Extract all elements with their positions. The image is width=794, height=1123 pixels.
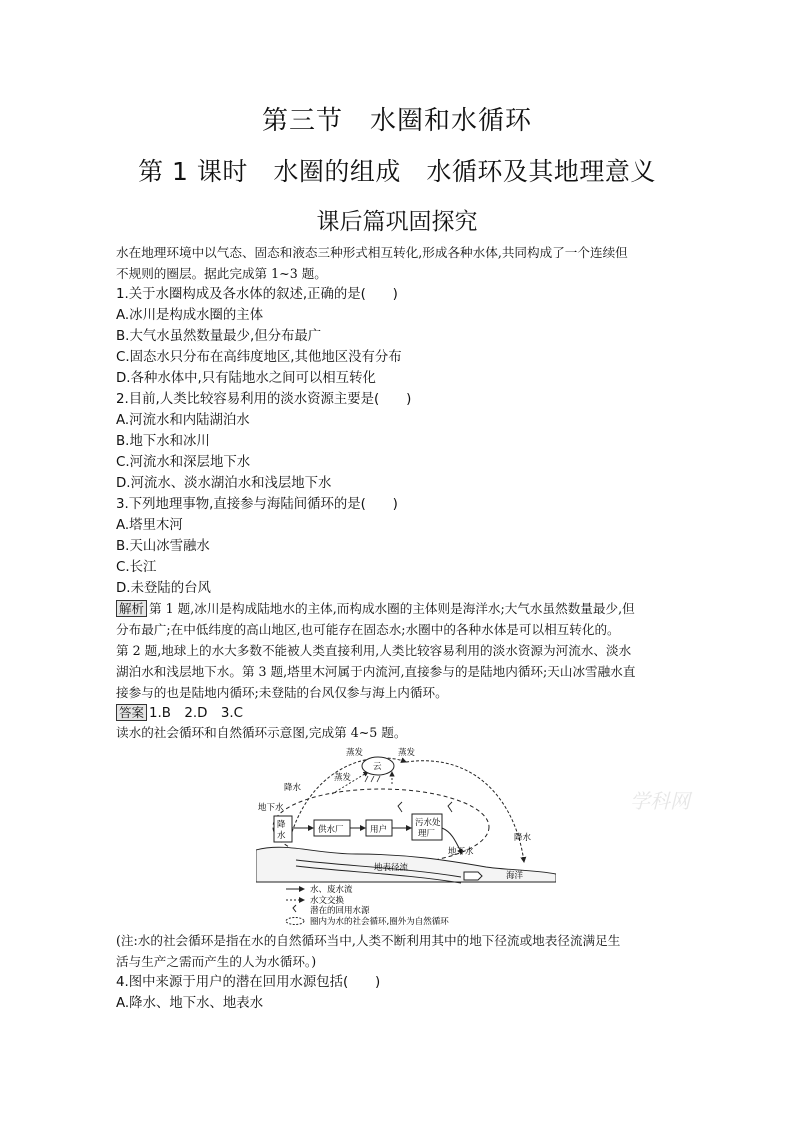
intro-paragraph-2 [116, 722, 682, 743]
exercise-title: 课后篇巩固探究 [316, 209, 478, 235]
precip-box-label: 降 [277, 820, 286, 830]
option-1a: A.冰川是构成水圈的主体 [116, 308, 264, 323]
section-title: 第三节 水圈和水循环 [261, 106, 532, 136]
option-1d: D.各种水体中,只有陆地水之间可以相互转化 [116, 371, 376, 386]
sewage-plant-label: 污水处 [415, 818, 441, 828]
option-4a: A.降水、地下水、地表水 [116, 996, 264, 1011]
intro-line: 读水的社会循环和自然循环示意图,完成第 4~5 题。 [116, 725, 407, 740]
legend-cycle-label: 圈内为水的社会循环,圈外为自然循环 [310, 917, 449, 925]
water-cycle-diagram [256, 742, 556, 925]
option-2c: C.河流水和深层地下水 [116, 455, 251, 470]
analysis-tag: 解析 [116, 600, 147, 617]
question-stem-4: 4.图中来源于用户的潜在回用水源包括( ) [116, 975, 381, 990]
questions-1-3 [116, 284, 682, 599]
rain-icon [365, 776, 380, 782]
intro-paragraph-1 [116, 242, 682, 284]
user-label: 用户 [370, 825, 388, 835]
surface-runoff-label: 地表径流 [374, 863, 409, 873]
option-3c: C.长江 [116, 560, 157, 575]
answer-tag: 答案 [116, 704, 147, 721]
reuse-source-icon [398, 802, 402, 812]
analysis-line: 接参与的也是陆地内循环;未登陆的台风仅参与海上内循环。 [116, 685, 448, 700]
groundwater-label-right: 地下水 [448, 847, 474, 857]
intro-line: 不规则的圈层。据此完成第 1~3 题。 [116, 266, 327, 281]
analysis-block [116, 598, 682, 703]
evaporation-label: 蒸发 [346, 748, 364, 758]
analysis-line: 分布最广;在中低纬度的高山地区,也可能存在固态水;水圈中的各种水体是可以相互转化的。 [116, 622, 620, 637]
groundwater-label-left: 地下水 [258, 803, 284, 813]
option-1c: C.固态水只分布在高纬度地区,其他地区没有分布 [116, 350, 402, 365]
option-3a: A.塔里木河 [116, 518, 183, 533]
outflow-arrow [464, 872, 482, 880]
legend-exchange-label: 水文交换 [310, 896, 345, 906]
legend-source-icon [293, 905, 296, 912]
option-2b: B.地下水和冰川 [116, 434, 210, 449]
note-line: (注:水的社会循环是指在水的自然循环当中,人类不断利用其中的地下径流或地表径流满足生 [116, 933, 621, 948]
answer-block [116, 702, 682, 724]
intro-line: 水在地理环境中以气态、固态和液态三种形式相互转化,形成各种水体,共同构成了一个连续但 [116, 245, 628, 260]
question-stem-1: 1.关于水圈构成及各水体的叙述,正确的是( ) [116, 287, 398, 302]
question-stem-3: 3.下列地理事物,直接参与海陆间循环的是( ) [116, 497, 398, 512]
answer-text: 1.B 2.D 3.C [149, 706, 243, 721]
sewage-plant-label: 理厂 [418, 829, 436, 839]
analysis-line: 第 2 题,地球上的水大多数不能被人类直接利用,人类比较容易利用的淡水资源为河流水、淡水 [116, 643, 632, 658]
question-stem-2: 2.目前,人类比较容易利用的淡水资源主要是( ) [116, 392, 412, 407]
legend-source-label: 潜在的回用水源 [310, 906, 370, 916]
option-3d: D.未登陆的台风 [116, 581, 211, 596]
cloud-label: 云 [373, 762, 382, 772]
legend-flow-label: 水、废水流 [310, 885, 353, 895]
option-1b: B.大气水虽然数量最少,但分布最广 [116, 329, 322, 344]
option-2a: A.河流水和内陆湖泊水 [116, 413, 250, 428]
precip-label-left: 降水 [284, 783, 302, 793]
ocean-label: 海洋 [506, 871, 524, 881]
water-plant-label: 供水厂 [318, 825, 344, 835]
question-4 [116, 972, 682, 1014]
precip-label-right: 降水 [514, 833, 532, 843]
option-2d: D.河流水、淡水湖泊水和浅层地下水 [116, 476, 332, 491]
analysis-line: 第 1 题,冰川是构成陆地水的主体,而构成水圈的主体则是海洋水;大气水虽然数量最少,但 [149, 601, 635, 616]
option-3b: B.天山冰雪融水 [116, 539, 210, 554]
lesson-title: 第 1 课时 水圈的组成 水循环及其地理意义 [138, 157, 656, 186]
analysis-line: 湖泊水和浅层地下水。第 3 题,塔里木河属于内流河,直接参与的是陆地内循环;天山冰雪融水直 [116, 664, 636, 679]
legend-cycle-icon [286, 918, 304, 925]
watermark: 学科网 [630, 789, 690, 813]
note-line: 活与生产之需而产生的人为水循环。) [116, 954, 317, 969]
evaporation-label: 蒸发 [398, 748, 416, 758]
precip-box-label: 水 [277, 831, 286, 841]
reuse-source-icon [448, 802, 452, 812]
evaporation-label: 蒸发 [334, 773, 352, 783]
note-block [116, 930, 682, 972]
